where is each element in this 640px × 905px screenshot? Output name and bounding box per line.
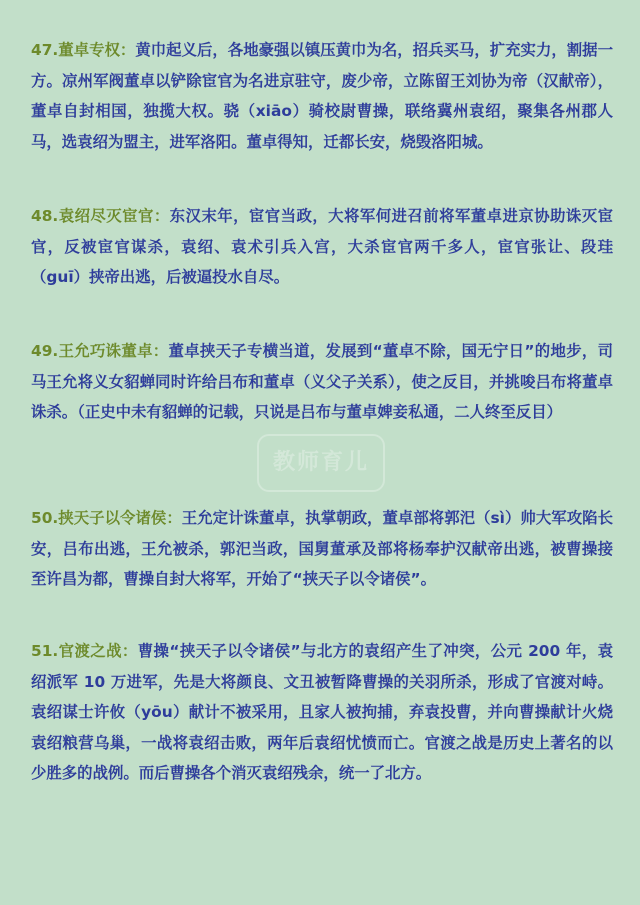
entry-51-text: 曹操“挟天子以令诸侯”与北方的袁绍产生了冲突，公元 200 年，袁绍派军 10 万进军，先是大将颜良、文丑被暂降曹操的关羽所杀，形成了官渡对峙。袁绍谋士许攸（yōu）献计不被采用，且家人被拘捕，弃袁投曹，并向曹操献计火烧袁绍粮营乌巢，一战将袁绍击败，两年后袁绍忧愤而亡。官渡之战是历史上著名的以少胜多的战例。而后曹操各个消灭袁绍残余，统一了北方。 [31,642,614,783]
entry-51 [31,636,613,789]
entry-48 [31,201,613,293]
entry-50-text: 王允定计诛董卓，执掌朝政，董卓部将郭汜（sì）帅大军攻陷长安，吕布出逃，王允被杀，郭汜当政，国舅董承及部将杨奉护汉献帝出逃，被曹操接至许昌为都，曹操自封大将军，开始了“挟天子以令诸侯”。 [31,509,613,589]
entry-49-heading: 49.王允巧诛董卓： [31,342,169,360]
entry-50-heading: 50.挟天子以令诸侯： [31,509,182,527]
entry-47 [31,35,613,157]
watermark-logo: 教师育儿 [257,434,385,492]
entry-49 [31,336,613,428]
entry-48-heading: 48.袁绍尽灭宦官： [31,207,170,225]
entry-47-text: 黄巾起义后，各地豪强以镇压黄巾为名，招兵买马，扩充实力，割据一方。凉州军阀董卓以铲除宦官为名进京驻守，废少帝，立陈留王刘协为帝（汉献帝），董卓自封相国，独揽大权。骁（xiāo）骑校尉曹操，联络冀州袁绍，聚集各州郡人马，选袁绍为盟主，进军洛阳。董卓得知，迁都长安，烧毁洛阳城。 [31,41,613,151]
entry-47-heading: 47.董卓专权： [31,41,136,59]
entry-50 [31,503,613,595]
entry-49-text: 董卓挟天子专横当道，发展到“董卓不除，国无宁日”的地步，司马王允将义女貂蝉同时许给吕布和董卓（义父子关系），使之反目，并挑唆吕布将董卓诛杀。（正史中未有貂蝉的记载，只说是吕布与董卓婢妾私通，二人终至反目） [31,342,614,422]
entry-51-heading: 51.官渡之战： [31,642,138,660]
entry-48-text: 东汉末年，宦官当政，大将军何进召前将军董卓进京协助诛灭宦官，反被宦官谋杀，袁绍、袁术引兵入宫，大杀宦官两千多人，宦官张让、段珪（guī）挟帝出逃，后被逼投水自尽。 [31,207,613,287]
